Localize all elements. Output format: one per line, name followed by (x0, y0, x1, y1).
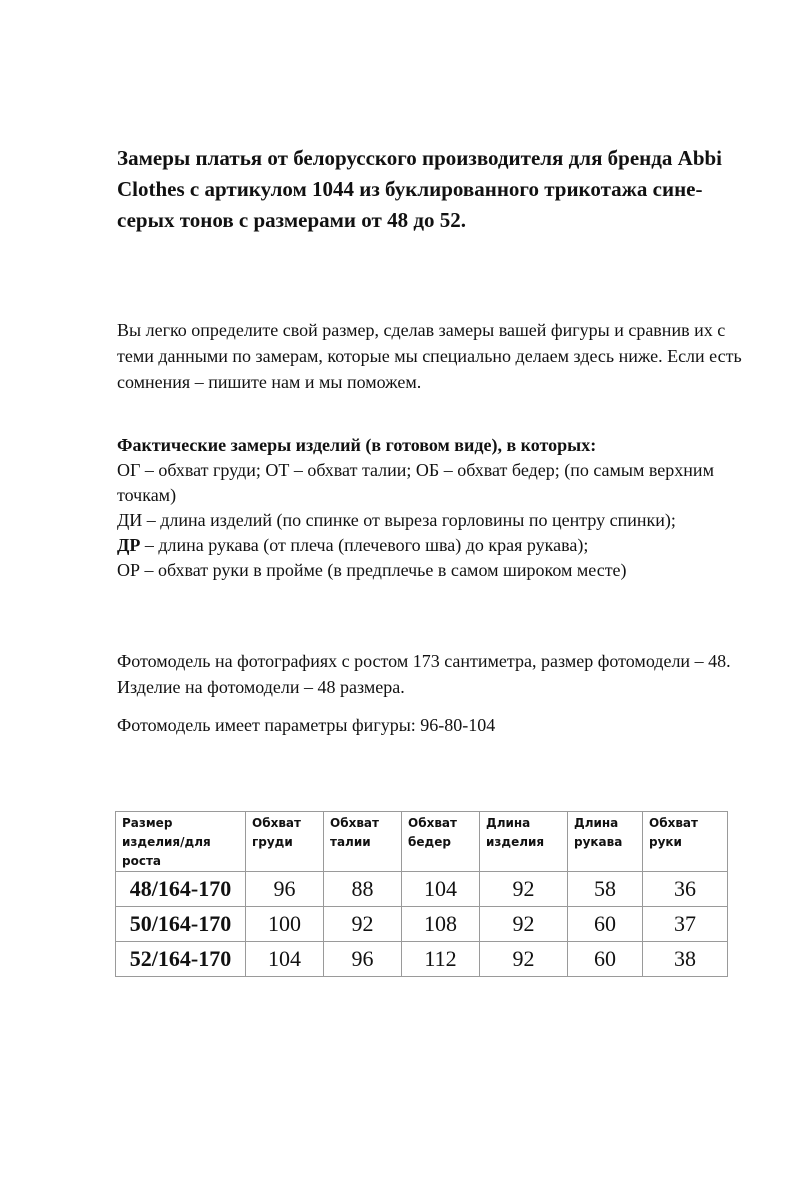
measurements-heading: Фактические замеры изделий (в готовом виде), в которых: (117, 435, 597, 455)
legend-og: ОГ – обхват груди; ОТ – обхват талии; ОБ – обхват бедер; (по самым верхним точкам) (117, 460, 714, 505)
table-cell: 60 (568, 907, 643, 942)
legend-or: ОР – обхват руки в пройме (в предплечье в самом широком месте) (117, 560, 627, 580)
table-cell: 112 (402, 942, 480, 977)
table-cell-size: 52/164-170 (116, 942, 246, 977)
header-arm: Обхват руки (643, 812, 728, 872)
legend-dr-text: – длина рукава (от плеча (плечевого шва) до края рукава); (140, 535, 589, 555)
table-cell: 104 (402, 872, 480, 907)
table-cell: 88 (324, 872, 402, 907)
table-cell: 37 (643, 907, 728, 942)
table-header-row (116, 812, 728, 872)
model-info: Фотомодель на фотографиях с ростом 173 сантиметра, размер фотомодели – 48. Изделие на фотомодели – 48 размера. (117, 651, 731, 697)
measurements-legend (117, 433, 767, 583)
table-row (116, 872, 728, 907)
table-cell: 92 (480, 907, 568, 942)
header-hips: Обхват бедер (402, 812, 480, 872)
table-cell: 104 (246, 942, 324, 977)
size-table (115, 811, 728, 977)
table-cell: 96 (324, 942, 402, 977)
intro-paragraph: Вы легко определите свой размер, сделав замеры вашей фигуры и сравнив их с теми данными по замерам, которые мы специально делаем здесь ниже. Если есть сомнения – пишите нам и мы поможем. (117, 320, 742, 392)
header-sleeve: Длина рукава (568, 812, 643, 872)
header-chest: Обхват груди (246, 812, 324, 872)
table-cell: 92 (324, 907, 402, 942)
table-cell: 60 (568, 942, 643, 977)
header-length: Длина изделия (480, 812, 568, 872)
table-cell: 96 (246, 872, 324, 907)
table-cell-size: 50/164-170 (116, 907, 246, 942)
table-cell: 100 (246, 907, 324, 942)
page-title: Замеры платья от белорусского производителя для бренда Abbi Clothes с артикулом 1044 из буклированного трикотажа сине-серых тонов с размерами от 48 до 52. (117, 146, 723, 232)
table-cell: 92 (480, 872, 568, 907)
header-size: Размер изделия/для роста (116, 812, 246, 872)
table-cell: 58 (568, 872, 643, 907)
header-waist: Обхват талии (324, 812, 402, 872)
model-params: Фотомодель имеет параметры фигуры: 96-80-104 (117, 715, 496, 735)
table-cell: 92 (480, 942, 568, 977)
legend-dr-abbr: ДР (117, 535, 141, 555)
table-cell-size: 48/164-170 (116, 872, 246, 907)
legend-dr (117, 533, 767, 558)
table-cell: 108 (402, 907, 480, 942)
table-cell: 38 (643, 942, 728, 977)
table-row (116, 907, 728, 942)
legend-di: ДИ – длина изделий (по спинке от выреза горловины по центру спинки); (117, 510, 676, 530)
table-cell: 36 (643, 872, 728, 907)
table-row (116, 942, 728, 977)
